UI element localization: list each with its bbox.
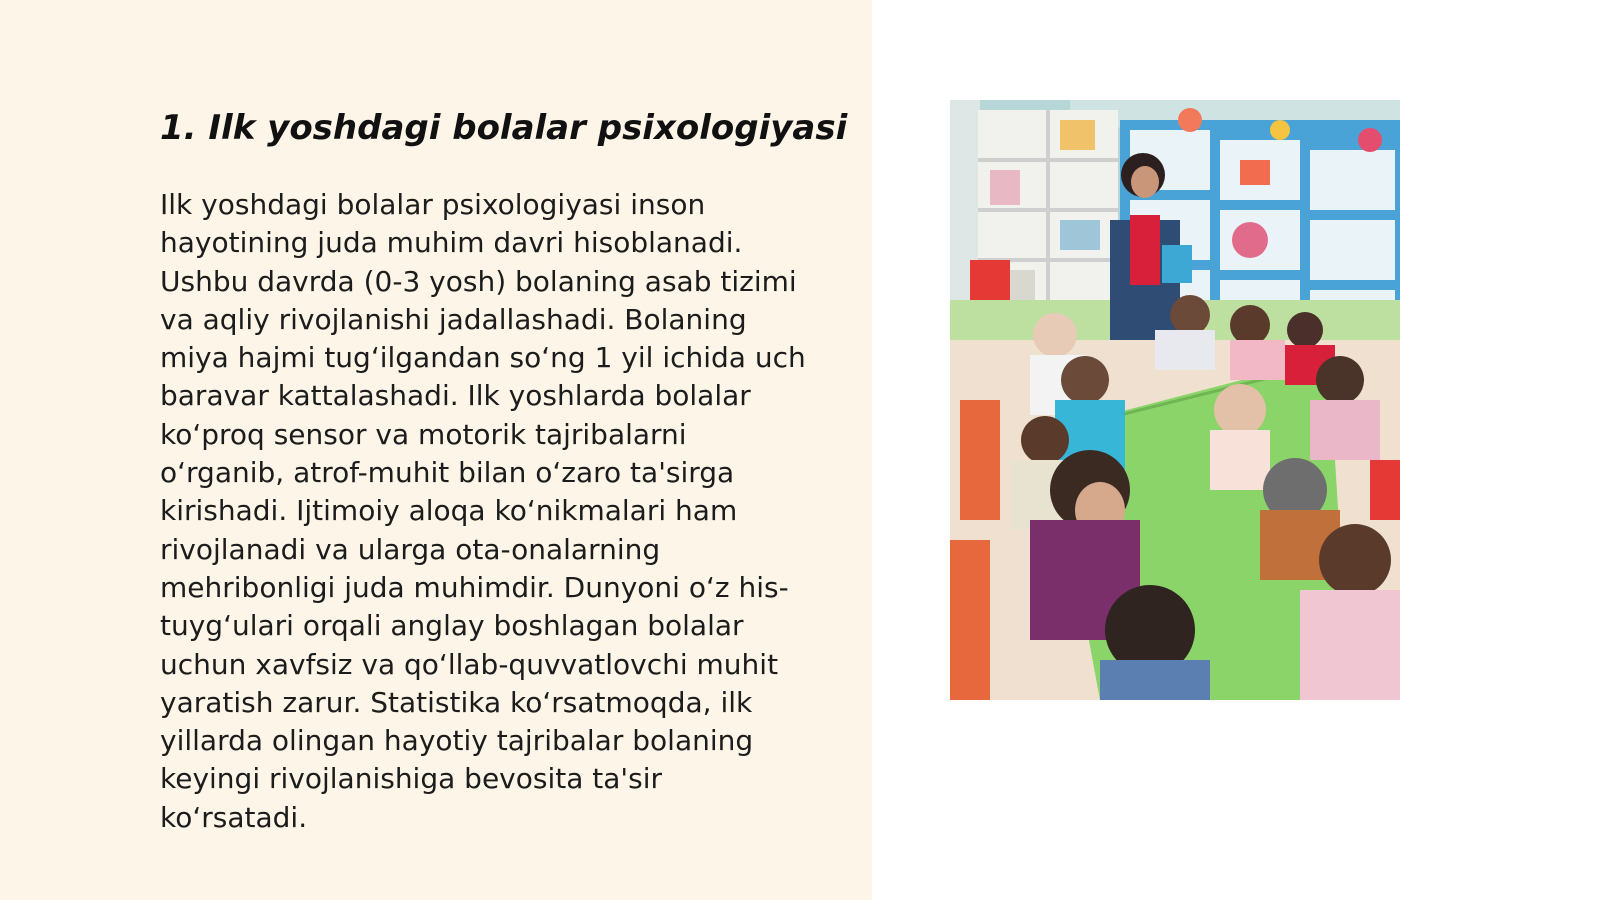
- body-line: mehribonligi juda muhimdir. Dunyoni o‘z his-: [160, 570, 789, 604]
- body-line: miya hajmi tug‘ilgandan so‘ng 1 yil ichida uch: [160, 341, 806, 375]
- body-line: yillarda olingan hayotiy tajribalar bolaning: [160, 724, 754, 758]
- body-line: Ilk yoshdagi bolalar psixologiyasi inson: [160, 188, 706, 221]
- body-line: ko‘rsatadi.: [160, 800, 308, 834]
- body-line: Ushbu davrda (0-3 yosh) bolaning asab tizimi: [160, 264, 797, 298]
- slide-body-text: [160, 186, 840, 837]
- body-line: va aqliy rivojlanishi jadallashadi. Bolaning: [160, 302, 747, 336]
- body-line: uchun xavfsiz va qo‘llab-quvvatlovchi muhit: [160, 647, 779, 681]
- body-line: hayotining juda muhim davri hisoblanadi.: [160, 226, 743, 260]
- body-line: baravar kattalashadi. Ilk yoshlarda bolalar: [160, 379, 751, 413]
- body-line: kirishadi. Ijtimoiy aloqa ko‘nikmalari ham: [160, 494, 738, 528]
- body-line: keyingi rivojlanishiga bevosita ta'sir: [160, 762, 662, 796]
- body-line: yaratish zarur. Statistika ko‘rsatmoqda, ilk: [160, 685, 753, 719]
- body-line: tuyg‘ulari orqali anglay boshlagan bolalar: [160, 609, 744, 643]
- body-line: ko‘proq sensor va motorik tajribalarni: [160, 417, 687, 451]
- slide-title: 1. Ilk yoshdagi bolalar psixologiyasi: [160, 108, 848, 148]
- body-line: rivojlanadi va ularga ota-onalarning: [160, 532, 661, 566]
- body-line: o‘rganib, atrof-muhit bilan o‘zaro ta'sirga: [160, 456, 735, 490]
- classroom-photo: [950, 100, 1400, 700]
